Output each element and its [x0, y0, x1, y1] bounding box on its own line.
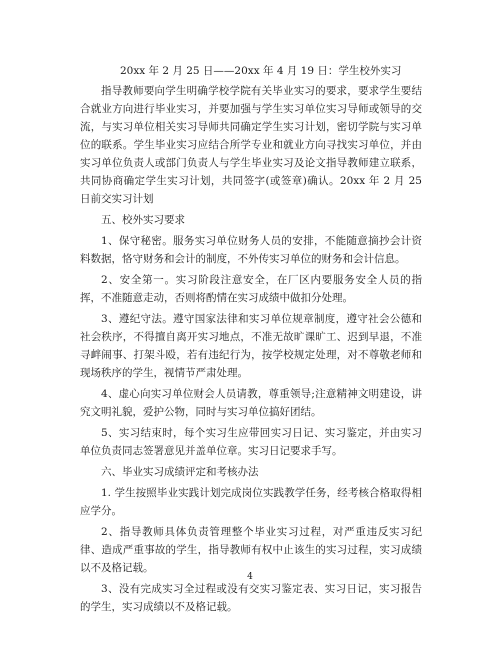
requirement-item-5: 5、实习结束时，每个实习生应带回实习日记、实习鉴定，并由实习单位负责同志签署意见并盖单位章。实习日记要求手写。	[80, 427, 422, 457]
page-number: 4	[247, 572, 253, 582]
requirement-item-3: 3、遵纪守法。遵守国家法律和实习单位规章制度，遵守社会公德和社会秩序，不得擅自离开实习地点，不准无故旷课旷工、迟到早退，不准寻衅闹事、打架斗殴，若有违纪行为，按学校规定处理，对不尊敬老师和现场秩序的学生，视情节严肃处理。	[80, 313, 422, 379]
grading-item-3: 3、没有完成实习全过程或没有交实习鉴定表、实习日记，实习报告的学生，实习成绩以不及格记载。	[80, 583, 422, 613]
section-heading-internship-requirements: 五、校外实习要求	[101, 214, 185, 226]
requirement-item-2: 2、安全第一。实习阶段注意安全，在厂区内要服务安全人员的指挥，不准随意走动，否则将酌情在实习成绩中做扣分处理。	[80, 274, 422, 304]
grading-item-1: 1. 学生按照毕业实践计划完成岗位实践教学任务，经考核合格取得相应学分。	[80, 487, 422, 517]
document-body	[80, 62, 422, 619]
section-heading-grading: 六、毕业实习成绩评定和考核办法	[101, 466, 259, 478]
paragraph-advisor-requirements: 指导教师要向学生明确学校学院有关毕业实习的要求，要求学生要结合就业方向进行毕业实习，并要加强与学生实习单位实习导师或领导的交流，与实习单位相关实习导师共同确定学生实习计划，密切学院与实习单位的联系。学生毕业实习应结合所学专业和就业方向寻找实习单位，并由实习单位负责人或部门负责人与学生毕业实习及论文指导教师建立联系，共同协商确定学生实习计划，共同签字(或签章)确认。20xx 年 2 月 25 日前交实习计划	[80, 85, 422, 205]
requirement-item-1: 1、保守秘密。服务实习单位财务人员的安排，不能随意摘抄会计资料数据，恪守财务和会计的制度，不外传实习单位的财务和会计信息。	[80, 235, 422, 265]
requirement-item-4: 4、虚心向实习单位财会人员请教，尊重领导;注意精神文明建设，讲究文明礼貌，爱护公物，同时与实习单位搞好团结。	[80, 388, 422, 418]
grading-item-2: 2、指导教师具体负责管理整个毕业实习过程，对严重违反实习纪律、造成严重事故的学生，指导教师有权中止该生的实习过程，实习成绩以不及格记载。	[80, 526, 422, 574]
internship-date-line: 20xx 年 2 月 25 日——20xx 年 4 月 19 日：学生校外实习	[120, 65, 402, 77]
